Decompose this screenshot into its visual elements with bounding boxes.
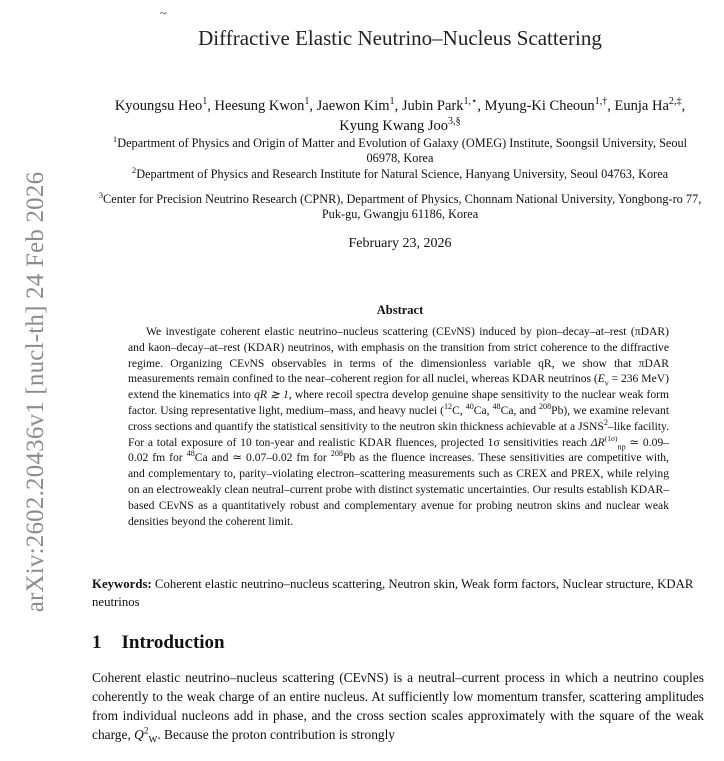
author: Myung-Ki Cheoun$^{1,\dagger}$, (484, 96, 611, 114)
arxiv-identifier-stamp: arXiv:2602.20436v1 [nucl-th] 24 Feb 2026 (22, 171, 49, 613)
abstract-body: We investigate coherent elastic neutrino–nucleus scattering (CEνNS) induced by pion–decay–at–rest (πDAR) and kaon–decay–at–rest (KDAR) neutrinos, with emphasis on the transition from strict coherence to the diffractive regime. Organizing CEνNS observables in terms of the dimensionless variable qR, we show that πDAR measurements remain confined to the near–coherent region for all nuclei, whereas KDAR neutrinos ($E_\nu = 236$ MeV) extend the kinematics into qR ≳ 1, where recoil spectra develop genuine shape sensitivity to the nuclear weak form factor. Using representative light, medium–mass, and heavy nuclei ($^{12}$C, $^{40}$Ca, $^{48}$Ca, and $^{208}$Pb), we examine relevant cross sections and quantify the statistical sensitivity to the neutron skin thickness achievable at a JSNS$^2$–like facility. For a total exposure of 10 ton-year and realistic KDAR fluences, projected 1σ sensitivities reach $\Delta R^{(1\sigma)}_{np}$ ≃ 0.09–0.02 fm for $^{48}$Ca and ≃ 0.07–0.02 fm for $^{208}$Pb as the fluence increases. These sensitivities are competitive with, and complementary to, parity–violating electron–scattering measurements such as CREX and PREX, while relying on an electroweakly clean neutral–current probe with distinct systematic uncertainties. Our results establish KDAR–based CEνNS as a quantitatively robust and complementary avenue for probing neutron skins and nuclear weak densities beyond the coherent limit. (128, 325, 670, 528)
introduction-paragraph: Coherent elastic neutrino–nucleus scattering (CEνNS) is a neutral–current process in which a neutrino couples coherently to the weak charge of an entire nucleus. At sufficiently low momentum transfer, scattering amplitudes from individual nucleons add in phase, and the cross section scales approximately with the square of the weak charge, $Q^2_W$. Because the proton contribution is strongly (92, 670, 704, 746)
author: Heesung Kwon$^1$, (214, 96, 314, 114)
section-heading: 1 Introduction (92, 632, 225, 653)
keywords: Keywords: Coherent elastic neutrino–nucleus scattering, Neutron skin, Weak form factors, Nuclear structure, KDAR neutrinos (92, 577, 694, 609)
author-list (96, 96, 704, 136)
author: Kyung Kwang Joo$^{3,\S}$ (339, 116, 461, 134)
header-mark: ~ (160, 6, 167, 20)
author: Eunja $Ha^{2,\ddagger}$, (614, 96, 686, 114)
author: Kyoungsu Heo$^1$, (114, 96, 211, 114)
affiliation: $^3$Center for Precision Neutrino Research (CPNR), Department of Physics, Chonnam National University, Yongbong-ro 77, Puk-gu, Gwangju 61186, Korea (98, 189, 702, 221)
author: Jaewon Kim$^1$, (316, 96, 399, 114)
abstract-heading: Abstract (376, 303, 424, 317)
paper-title: Diffractive Elastic Neutrino–Nucleus Scattering (198, 26, 602, 50)
author: Jubin Park$^{1,⋆}$, (401, 96, 482, 114)
affiliation: $^1$Department of Physics and Origin of Matter and Evolution of Galaxy (OMEG) Institute, Soongsil University, Seoul 06978, Korea (112, 133, 688, 165)
paper-date: February 23, 2026 (348, 236, 452, 251)
affiliation: $^2$Department of Physics and Research Institute for Natural Science, Hanyang University, Seoul 04763, Korea (131, 164, 669, 181)
